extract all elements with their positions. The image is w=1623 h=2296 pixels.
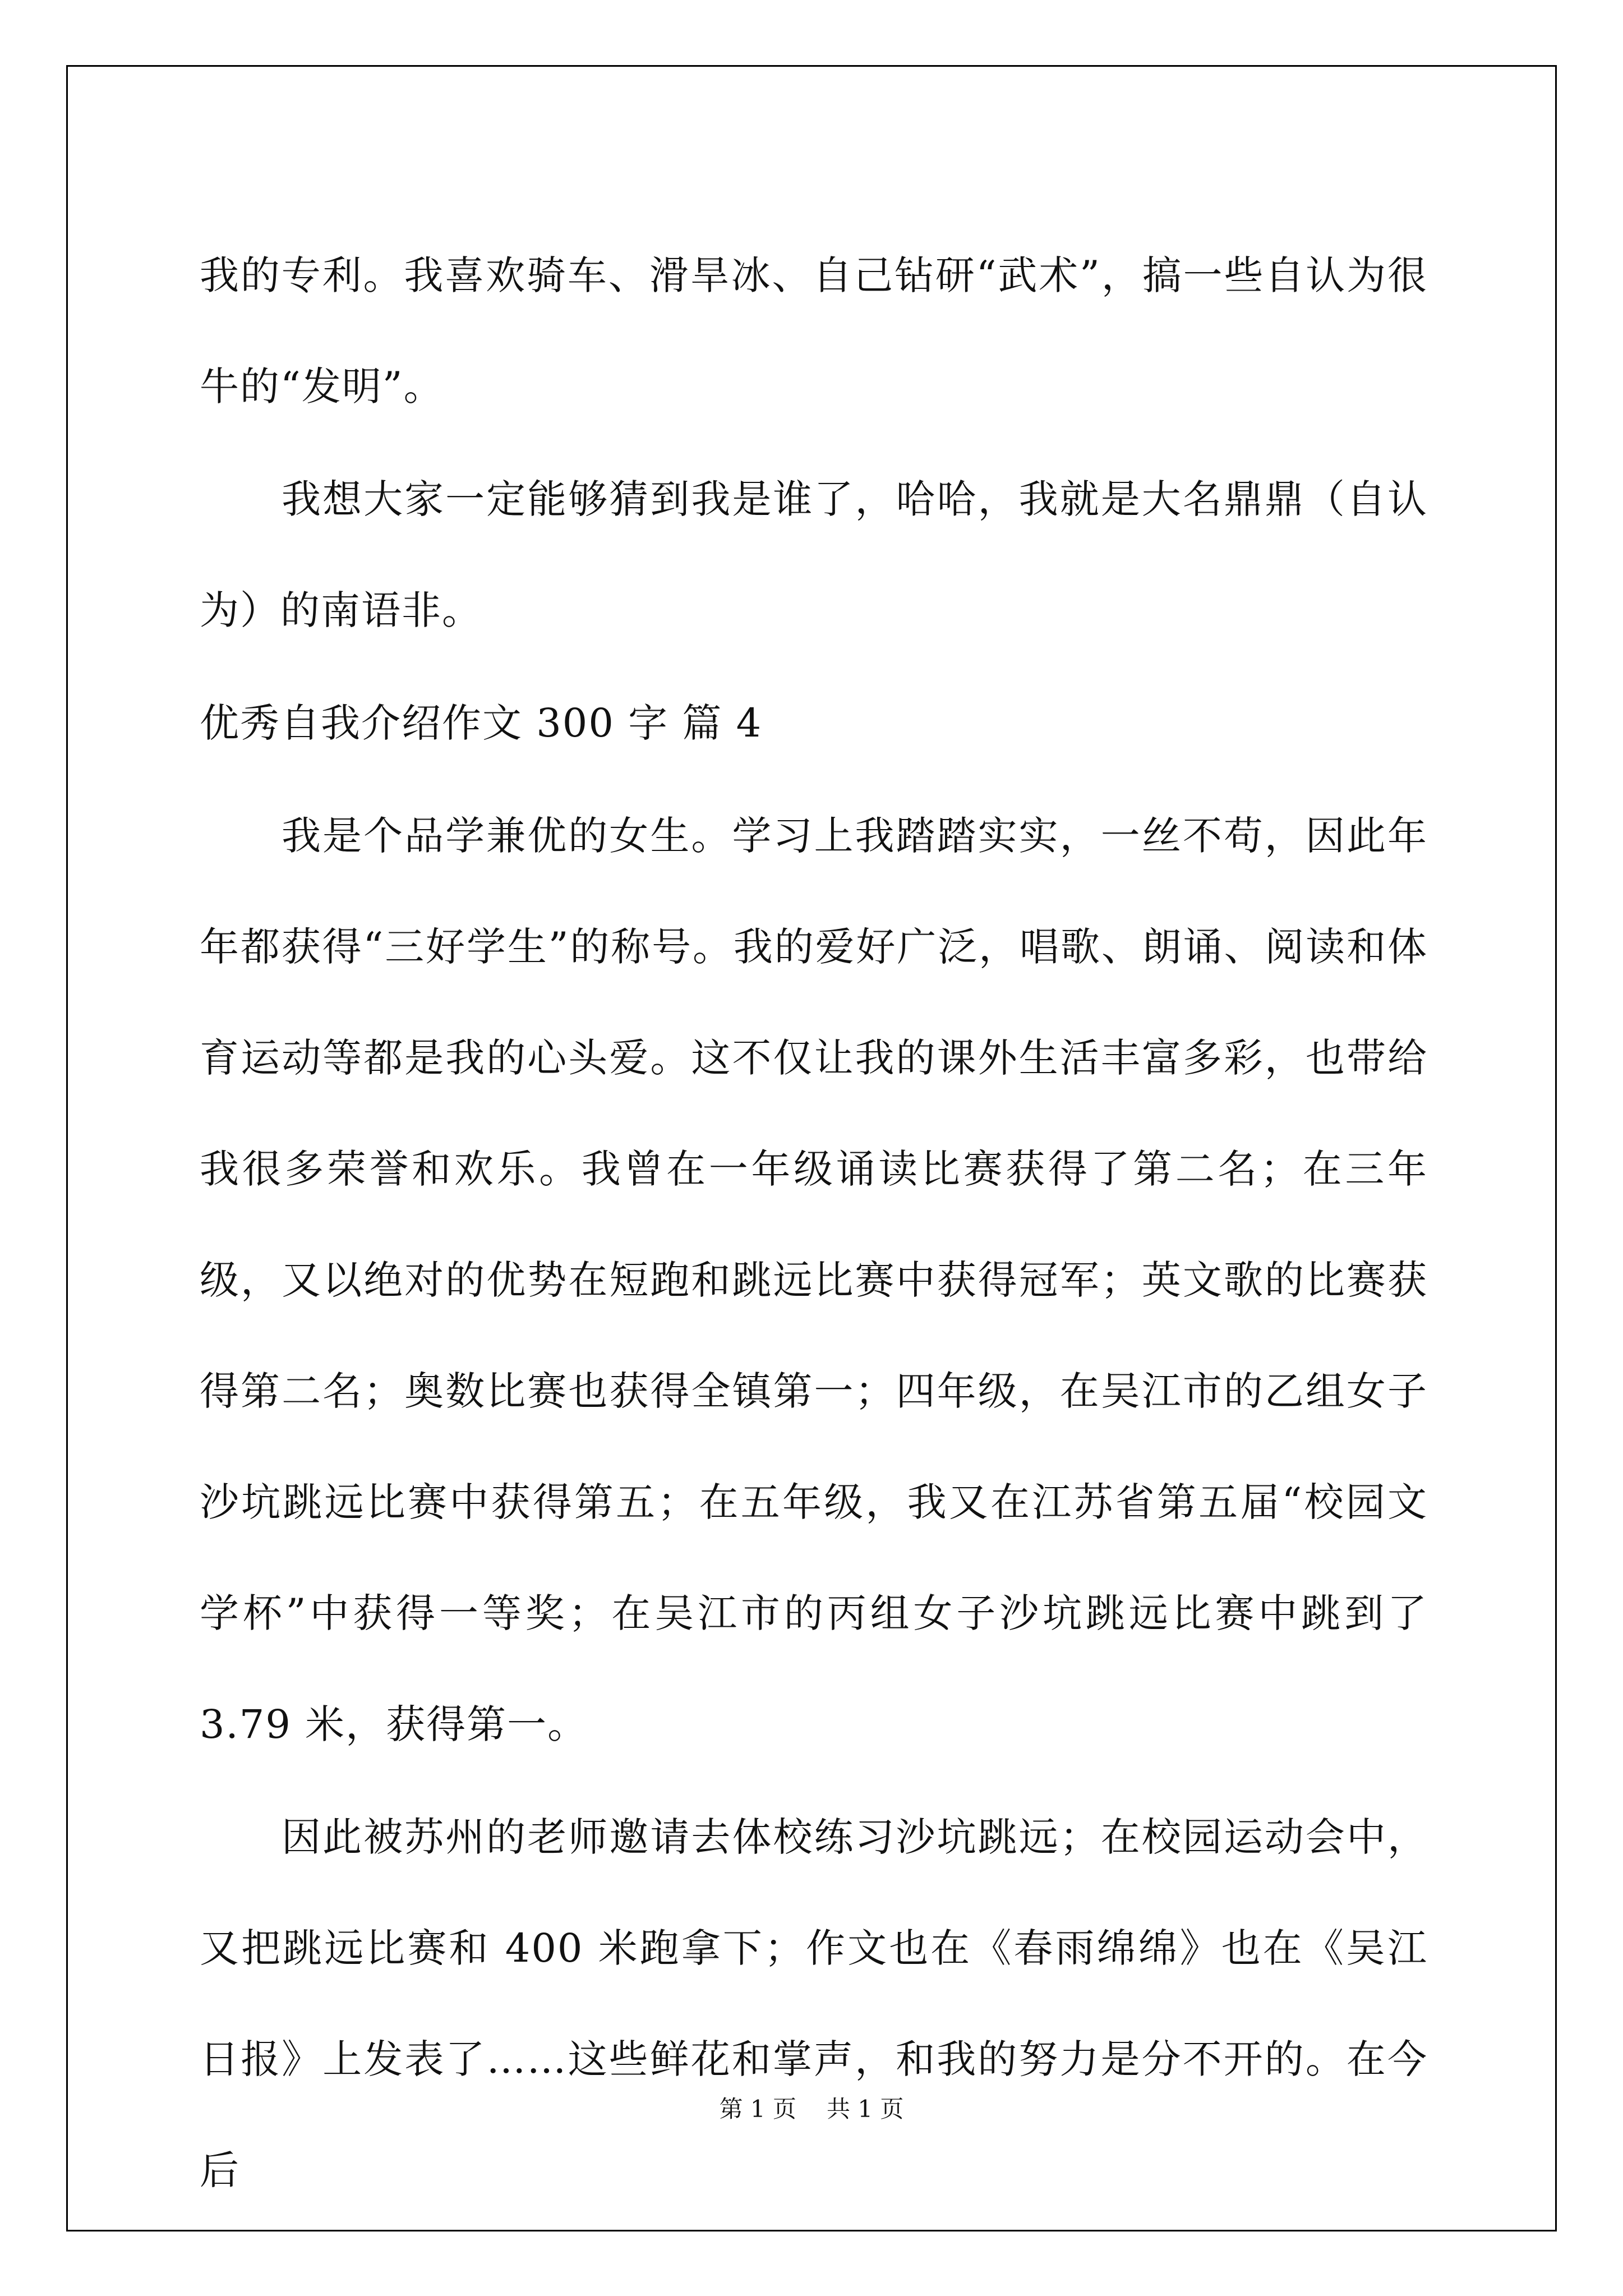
- section-heading: 优秀自我介绍作文 300 字 篇 4: [200, 700, 763, 746]
- page-footer: [0, 2092, 1623, 2126]
- document-body: [200, 220, 1428, 2228]
- page-number: 第 1 页: [719, 2095, 796, 2123]
- paragraph-continuation: 我的专利。我喜欢骑车、滑旱冰、自己钻研“武术”，搞一些自认为很牛的“发明”。: [200, 252, 1428, 409]
- page-total: 共 1 页: [827, 2095, 904, 2123]
- paragraph: 我想大家一定能够猜到我是谁了，哈哈，我就是大名鼎鼎（自认为）的南语非。: [200, 476, 1428, 633]
- paragraph: 因此被苏州的老师邀请去体校练习沙坑跳远；在校园运动会中，又把跳远比赛和 400 米跑拿下；作文也在《春雨绵绵》也在《吴江日报》上发表了……这些鲜花和掌声，和我的努力是分不开的。在今后: [200, 1814, 1428, 2193]
- paragraph: 我是个品学兼优的女生。学习上我踏踏实实，一丝不苟，因此年年都获得“三好学生”的称号。我的爱好广泛，唱歌、朗诵、阅读和体育运动等都是我的心头爱。这不仅让我的课外生活丰富多彩，也带给我很多荣誉和欢乐。我曾在一年级诵读比赛获得了第二名；在三年级，又以绝对的优势在短跑和跳远比赛中获得冠军；英文歌的比赛获得第二名；奥数比赛也获得全镇第一；四年级，在吴江市的乙组女子沙坑跳远比赛中获得第五；在五年级，我又在江苏省第五届“校园文学杯”中获得一等奖；在吴江市的丙组女子沙坑跳远比赛中跳到了 3.79 米，获得第一。: [200, 813, 1428, 1747]
